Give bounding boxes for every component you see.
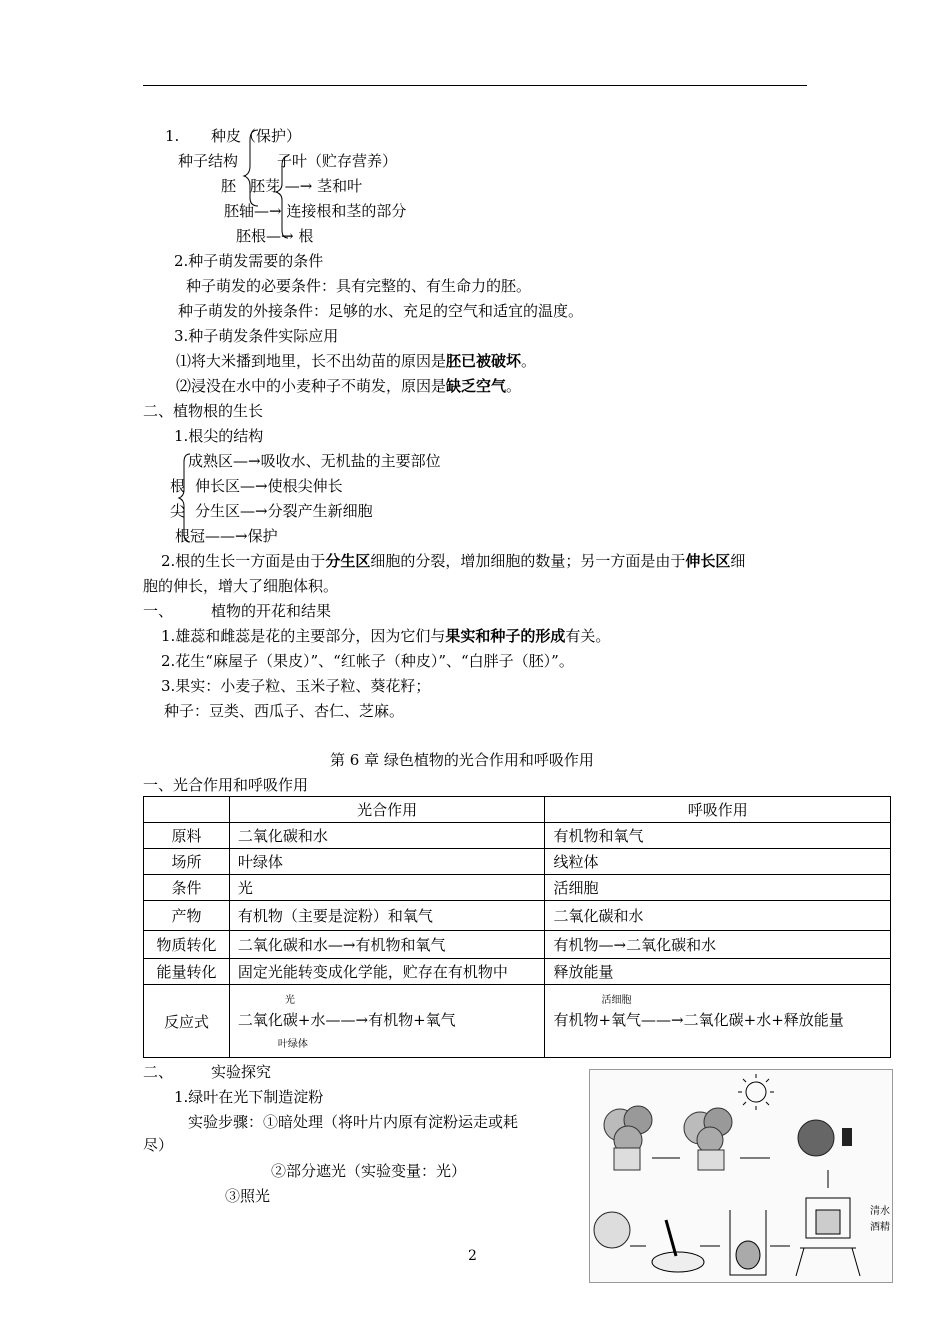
table-cell: 有机物—→二氧化碳和水 <box>545 931 891 959</box>
water-bath-icon <box>796 1198 860 1276</box>
table-cell: 线粒体 <box>545 849 891 875</box>
potted-plant-icon <box>684 1108 732 1170</box>
table-cell: 叶绿体 <box>229 849 545 875</box>
beaker-icon <box>730 1210 766 1275</box>
table-row <box>144 959 891 985</box>
flower-heading: 植物的开花和结果 <box>211 602 332 620</box>
table-row <box>144 931 891 959</box>
arrow-icon: —→ <box>240 477 268 495</box>
arrow-icon: —→ <box>266 227 299 245</box>
flower-line2: 2.花生“麻屋子（果皮）”、“红帐子（种皮）”、“白胖子（胚）”。 <box>161 652 574 670</box>
germination-apply-2: ⑵浸没在水中的小麦种子不萌发，原因是缺乏空气。 <box>176 377 522 395</box>
arrow-icon: —→ <box>233 452 261 470</box>
arrow-icon: —→ <box>280 177 318 195</box>
respiration-equation: 有机物+氧气——→二氧化碳+水+释放能量 <box>553 1011 844 1029</box>
row-label: 反应式 <box>144 985 230 1058</box>
root-tip-title: 1.根尖的结构 <box>174 427 264 445</box>
germination-apply-title: 3.种子萌发条件实际应用 <box>174 327 339 345</box>
label-alcohol: 酒精 <box>870 1222 890 1233</box>
row-label: 场所 <box>144 849 230 875</box>
arrow-icon: —→ <box>327 936 356 954</box>
experiment-steps: 实验步骤：①暗处理（将叶片内原有淀粉运走或耗 <box>188 1113 519 1131</box>
experiment-title: 1.绿叶在光下制造淀粉 <box>174 1088 324 1106</box>
meristem-zone: 分生区—→分裂产生新细胞 <box>195 502 373 520</box>
potted-plant-icon <box>604 1106 652 1170</box>
table-header-row <box>144 797 891 823</box>
embryo-label: 胚 <box>221 177 237 195</box>
header-rule <box>143 85 807 86</box>
plumule: 胚芽 —→ 茎和叶 <box>250 177 363 195</box>
comparison-table <box>143 796 891 1058</box>
equation-site: 叶绿体 <box>277 1039 308 1050</box>
page-number: 2 <box>468 1248 477 1264</box>
hypocotyl: 胚轴—→ 连接根和茎的部分 <box>224 202 407 220</box>
arrow-icon: ——→ <box>325 1011 369 1029</box>
leaf-icon <box>798 1120 852 1156</box>
table-header <box>144 797 230 823</box>
table-cell: 二氧化碳和水 <box>545 901 891 931</box>
table-row <box>144 849 891 875</box>
table-cell <box>229 985 545 1058</box>
experiment-heading: 实验探究 <box>211 1063 272 1081</box>
row-label: 产物 <box>144 901 230 931</box>
table-cell: 光 <box>229 875 545 901</box>
equation-condition: 光 <box>284 995 295 1006</box>
experiment-step3: ③照光 <box>225 1187 271 1205</box>
section-heading: 一、光合作用和呼吸作用 <box>143 776 309 794</box>
sun-icon <box>738 1074 774 1110</box>
arrow-icon: ——→ <box>641 1011 684 1029</box>
root-cap: 根冠——→保护 <box>175 527 278 545</box>
root-heading: 二、植物根的生长 <box>143 402 264 420</box>
table-header: 呼吸作用 <box>545 797 891 823</box>
germination-title: 2.种子萌发需要的条件 <box>174 252 324 270</box>
experiment-illustration <box>590 1070 892 1282</box>
elongation-zone: 伸长区—→使根尖伸长 <box>195 477 343 495</box>
seed-coat: 种皮（保护） <box>211 127 302 145</box>
table-cell: 二氧化碳和水—→有机物和氧气 <box>229 931 545 959</box>
table-cell: 固定光能转变成化学能，贮存在有机物中 <box>229 959 545 985</box>
root-label-gen: 根 <box>170 477 186 495</box>
root-growth-line1: 2.根的生长一方面是由于分生区细胞的分裂，增加细胞的数量；另一方面是由于伸长区细 <box>161 552 746 570</box>
equation-condition: 活细胞 <box>601 995 632 1006</box>
flower-line1: 1.雄蕊和雌蕊是花的主要部分，因为它们与果实和种子的形成有关。 <box>161 627 611 645</box>
arrow-icon: —→ <box>598 936 627 954</box>
row-label: 能量转化 <box>144 959 230 985</box>
root-label-jian: 尖 <box>170 502 186 520</box>
leaf-icon <box>594 1212 630 1248</box>
table-row <box>144 901 891 931</box>
seed-item-number: 1. <box>165 127 180 145</box>
table-cell: 有机物（主要是淀粉）和氧气 <box>229 901 545 931</box>
experiment-figure <box>589 1069 893 1283</box>
brace-icon <box>238 126 298 246</box>
table-cell: 活细胞 <box>545 875 891 901</box>
table-cell <box>545 985 891 1058</box>
row-label: 条件 <box>144 875 230 901</box>
table-cell: 有机物和氧气 <box>545 823 891 849</box>
photosynthesis-equation: 二氧化碳+水——→有机物+氧气 <box>237 1011 456 1029</box>
radicle: 胚根—→ 根 <box>236 227 314 245</box>
root-growth-line2: 胞的伸长，增大了细胞体积。 <box>143 577 339 595</box>
seed-structure-label: 种子结构 <box>178 152 239 170</box>
arrow-icon: ——→ <box>205 527 248 545</box>
flower-heading-num: 一、 <box>143 602 174 620</box>
label-water: 清水 <box>870 1206 890 1217</box>
arrow-icon: —→ <box>254 202 287 220</box>
petri-dish-icon <box>652 1220 704 1272</box>
row-label: 物质转化 <box>144 931 230 959</box>
table-cell: 二氧化碳和水 <box>229 823 545 849</box>
experiment-step2: ②部分遮光（实验变量：光） <box>271 1162 467 1180</box>
germination-apply-1: ⑴将大米播到地里，长不出幼苗的原因是胚已被破坏。 <box>176 352 537 370</box>
table-header: 光合作用 <box>229 797 545 823</box>
flower-line4: 种子：豆类、西瓜子、杏仁、芝麻。 <box>164 702 405 720</box>
table-row <box>144 823 891 849</box>
flower-line3: 3.果实：小麦子粒、玉米子粒、葵花籽； <box>161 677 431 695</box>
cotyledon: 子叶（贮存营养） <box>277 152 398 170</box>
arrow-icon: —→ <box>240 502 268 520</box>
table-row <box>144 875 891 901</box>
row-label: 原料 <box>144 823 230 849</box>
experiment-heading-num: 二、 <box>143 1063 174 1081</box>
table-cell: 释放能量 <box>545 959 891 985</box>
germination-internal: 种子萌发的必要条件：具有完整的、有生命力的胚。 <box>186 277 532 295</box>
brace-icon <box>176 450 196 550</box>
experiment-steps-cont: 尽） <box>143 1136 174 1154</box>
table-row <box>144 985 891 1058</box>
germination-external: 种子萌发的外接条件：足够的水、充足的空气和适宜的温度。 <box>178 302 584 320</box>
chapter-title: 第 6 章 绿色植物的光合作用和呼吸作用 <box>330 751 594 769</box>
maturation-zone: 成熟区—→吸收水、无机盐的主要部位 <box>188 452 441 470</box>
